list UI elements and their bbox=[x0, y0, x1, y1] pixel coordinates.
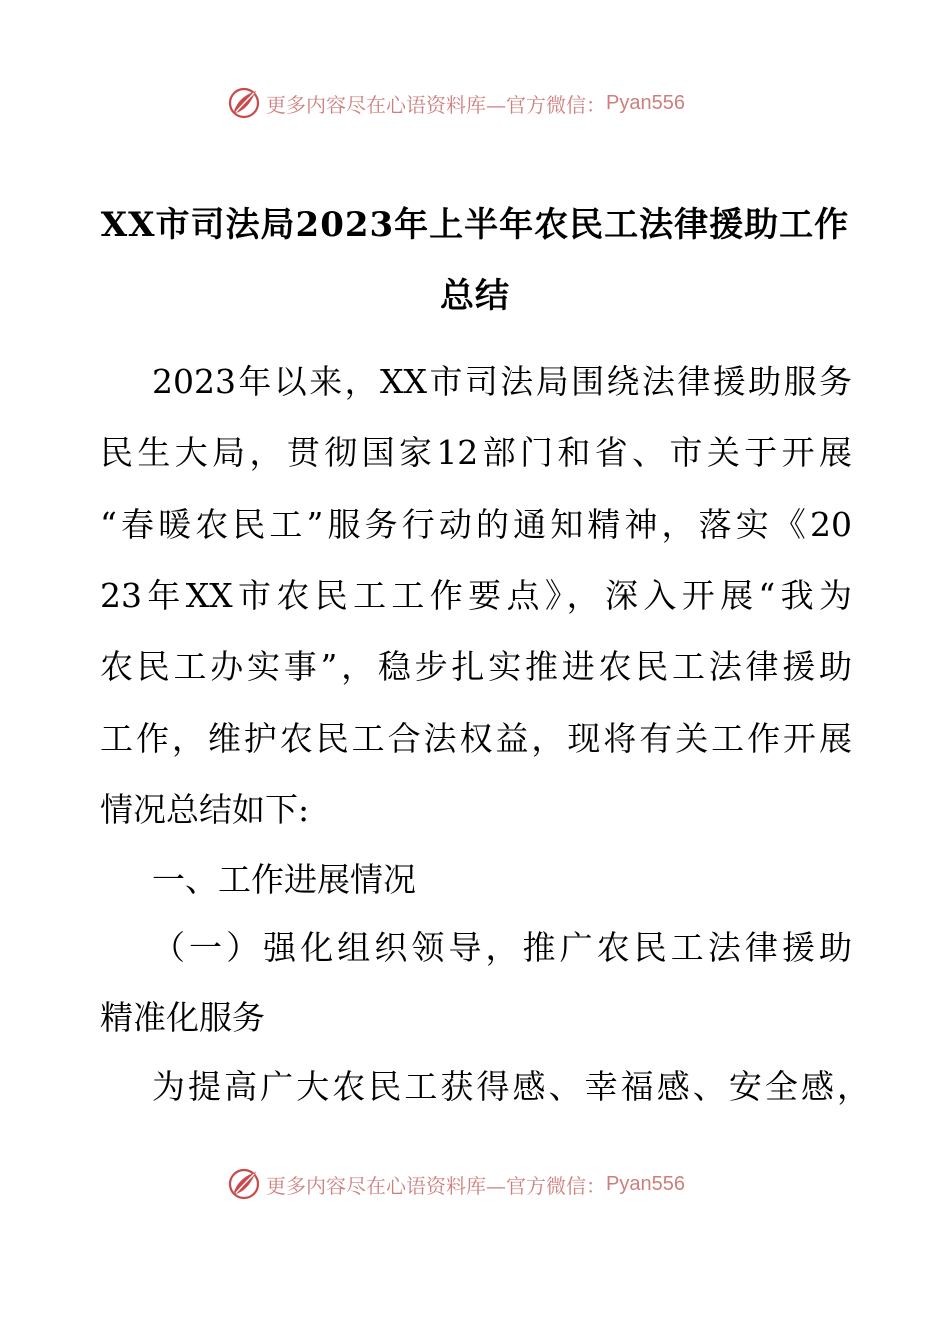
paragraph-1-line-2: 民生大局，贯彻国家12部门和省、市关于开展 bbox=[100, 433, 852, 472]
watermark-wechat-id: Pyan556 bbox=[606, 1172, 685, 1195]
paragraph-1-line-6: 工作，维护农民工合法权益，现将有关工作开展 bbox=[100, 719, 852, 758]
paragraph-1-line-7: 情况总结如下: bbox=[100, 790, 310, 829]
leaf-logo-icon bbox=[226, 1166, 262, 1202]
watermark-banner-bottom bbox=[226, 1164, 746, 1204]
leaf-logo-icon bbox=[226, 85, 262, 121]
paragraph-1-line-1: 2023年以来，XX市司法局围绕法律援助服务 bbox=[152, 362, 852, 401]
document-title-line-2: 总结 bbox=[440, 276, 510, 316]
section-heading-1: 一、工作进展情况 bbox=[152, 860, 416, 899]
paragraph-1-line-5: 农民工办实事”，稳步扎实推进农民工法律援助 bbox=[100, 647, 852, 686]
document-title-line-1: XX市司法局2023年上半年农民工法律援助工作 bbox=[100, 205, 850, 245]
watermark-text: 更多内容尽在心语资料库—官方微信： bbox=[266, 92, 606, 117]
watermark-text: 更多内容尽在心语资料库—官方微信： bbox=[266, 1173, 606, 1198]
watermark-wechat-id: Pyan556 bbox=[606, 91, 685, 114]
watermark-banner-top bbox=[226, 83, 746, 123]
paragraph-1-line-3: “春暖农民工”服务行动的通知精神，落实《20 bbox=[100, 505, 852, 544]
paragraph-2-line-1: 为提高广大农民工获得感、幸福感、安全感， bbox=[152, 1067, 870, 1106]
subheading-1-line-1: （一）强化组织领导，推广农民工法律援助 bbox=[152, 928, 852, 967]
subheading-1-line-2: 精准化服务 bbox=[100, 998, 265, 1037]
paragraph-1-line-4: 23年XX市农民工工作要点》，深入开展“我为 bbox=[100, 576, 852, 615]
